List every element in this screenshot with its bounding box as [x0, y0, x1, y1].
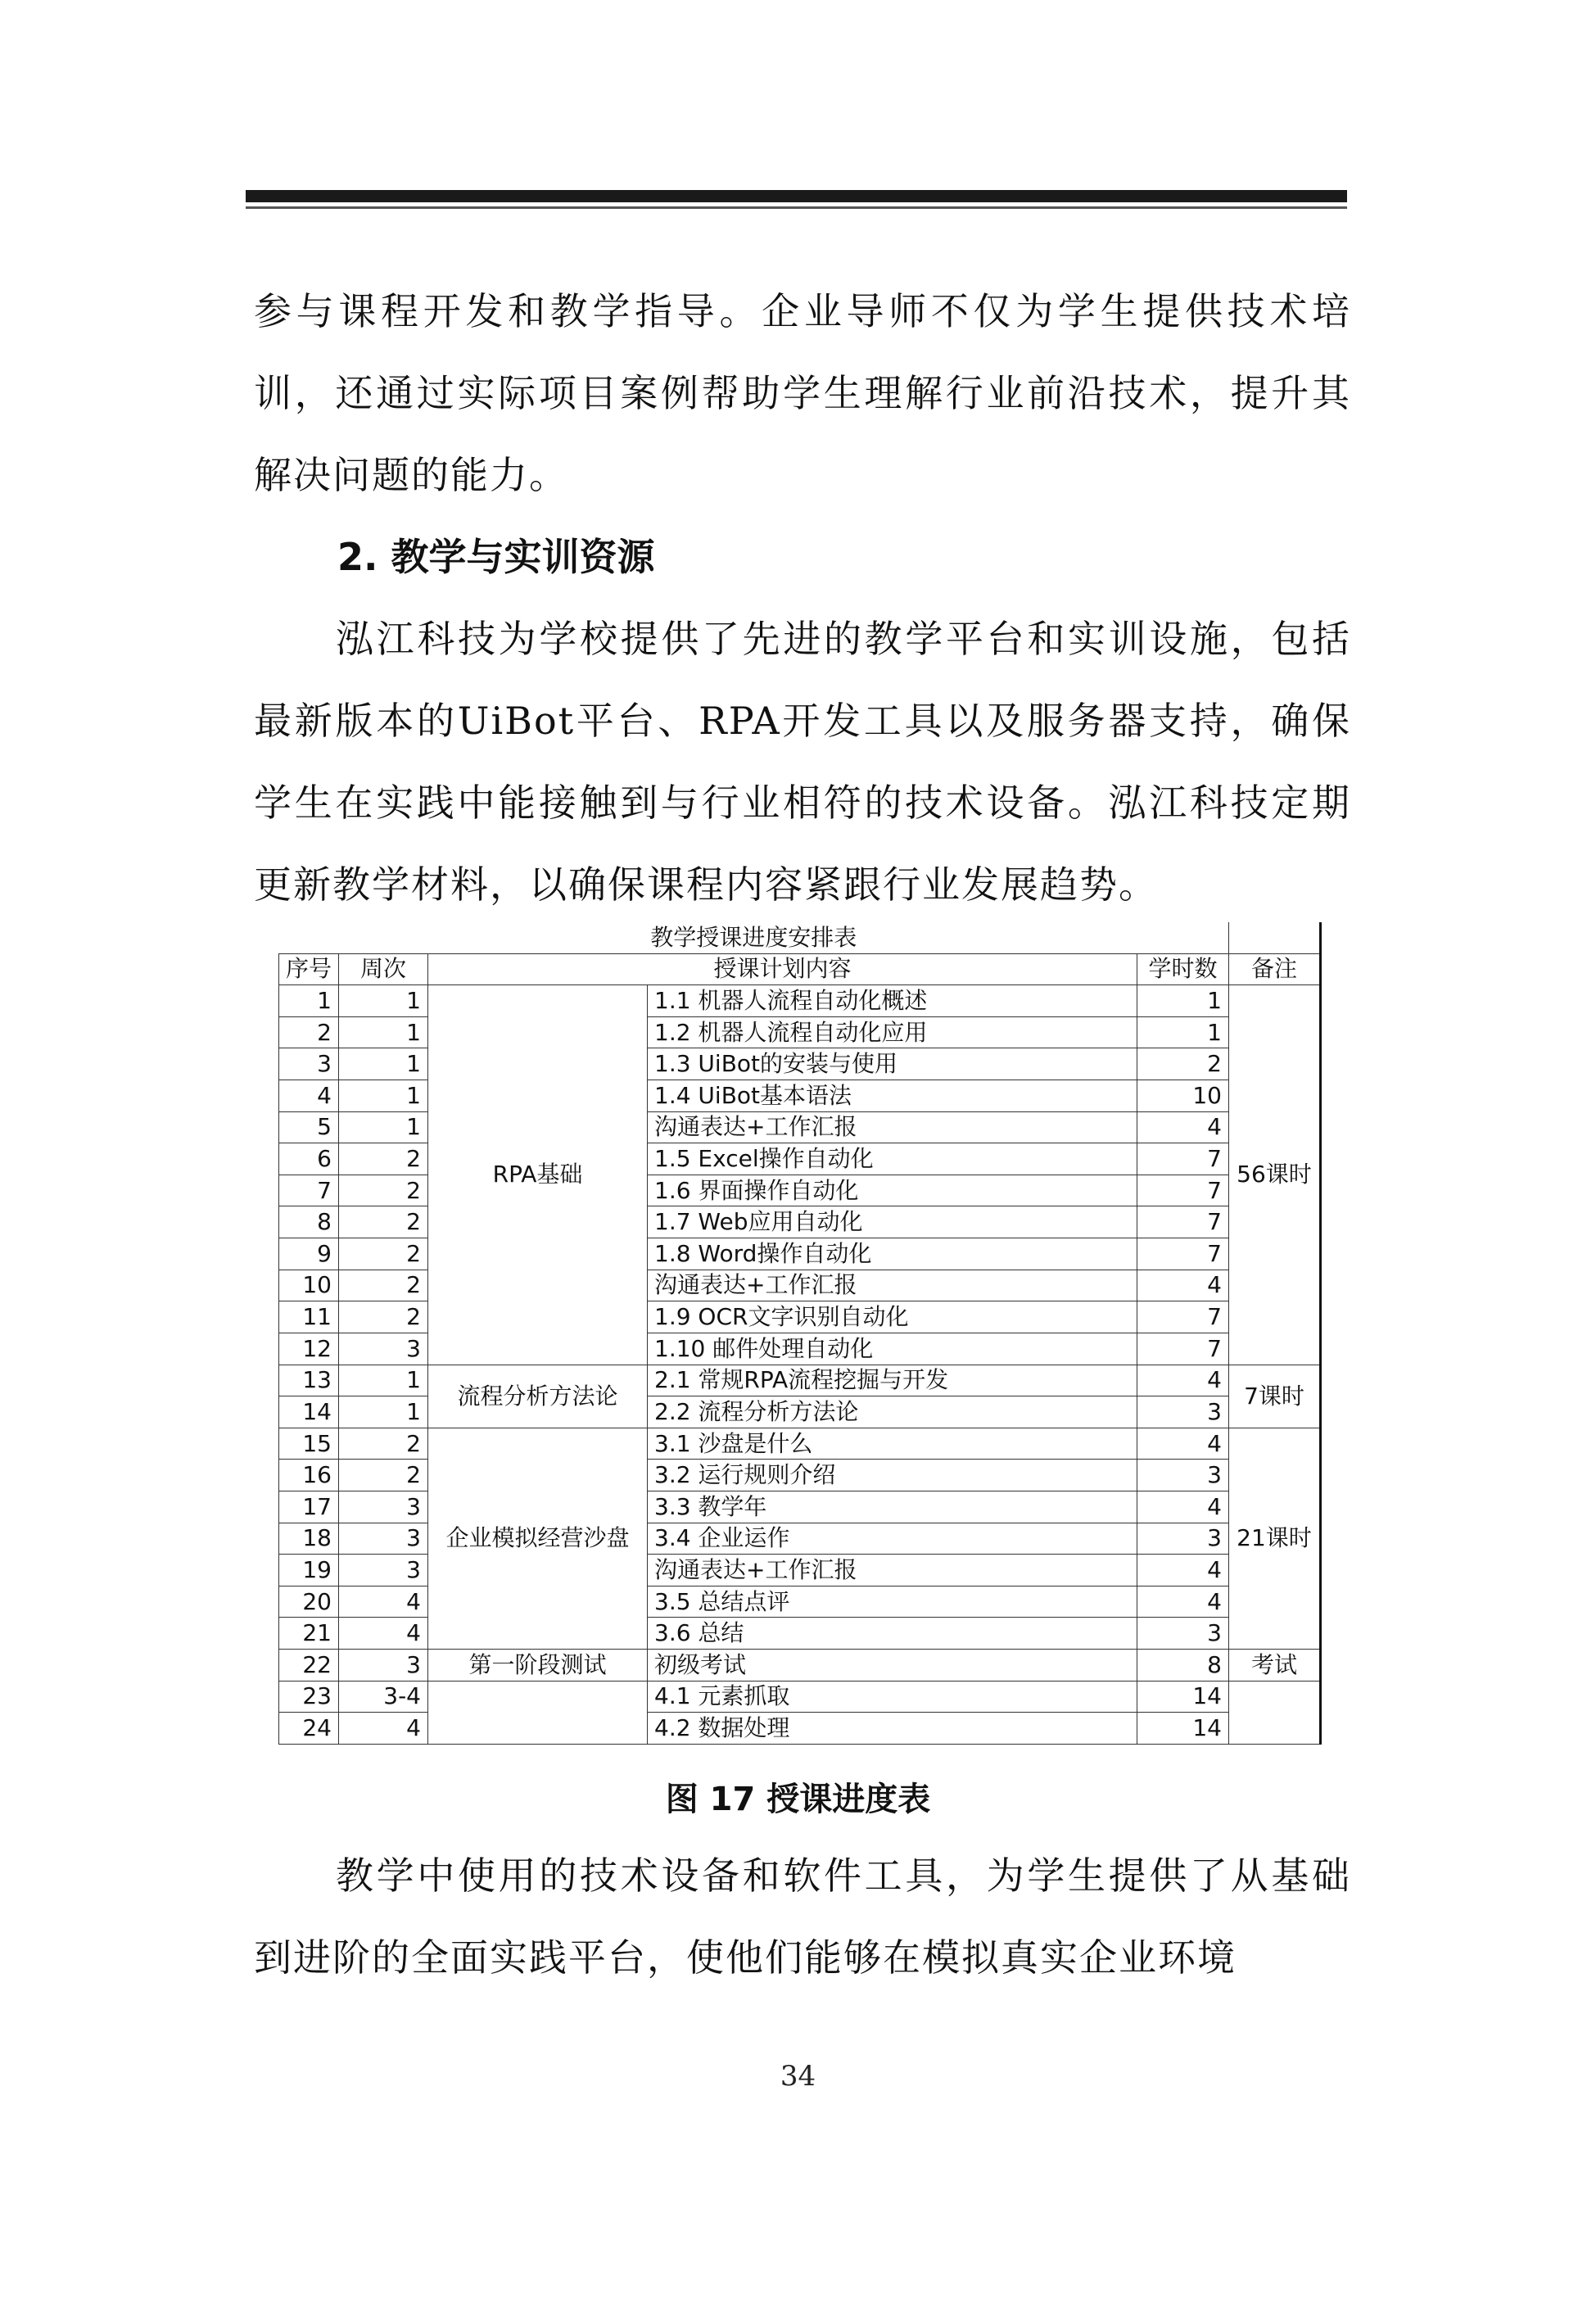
table-title: 教学授课进度安排表: [279, 922, 1229, 953]
hours-cell: 3: [1137, 1396, 1229, 1428]
row-number-cell: 9: [279, 1238, 339, 1270]
week-cell: 3-4: [339, 1681, 428, 1713]
paragraph-3: 教学中使用的技术设备和软件工具，为学生提供了从基础到进阶的全面实践平台，使他们能够在模拟真实企业环境: [254, 1854, 1351, 1980]
row-number-cell: 12: [279, 1333, 339, 1365]
content-cell: 3.1 沙盘是什么: [648, 1428, 1137, 1460]
module-cell: RPA基础: [428, 985, 648, 1365]
hours-cell: 10: [1137, 1080, 1229, 1112]
hours-cell: 7: [1137, 1206, 1229, 1238]
hours-cell: 4: [1137, 1586, 1229, 1618]
content-cell: 4.1 元素抓取: [648, 1681, 1137, 1713]
hours-cell: 4: [1137, 1270, 1229, 1301]
week-cell: 1: [339, 1048, 428, 1080]
remark-cell: 7课时: [1229, 1365, 1321, 1428]
row-number-cell: 19: [279, 1555, 339, 1586]
header-rule: [246, 190, 1347, 202]
week-cell: 3: [339, 1491, 428, 1523]
week-cell: 4: [339, 1618, 428, 1650]
header-content: 授课计划内容: [428, 953, 1137, 985]
week-cell: 2: [339, 1460, 428, 1491]
header-hours: 学时数: [1137, 953, 1229, 985]
row-number-cell: 10: [279, 1270, 339, 1301]
week-cell: 2: [339, 1301, 428, 1333]
content-cell: 1.10 邮件处理自动化: [648, 1333, 1137, 1365]
table-row: [279, 985, 1321, 1017]
table-row: [279, 1428, 1321, 1460]
row-number-cell: 7: [279, 1175, 339, 1206]
content-cell: 1.6 界面操作自动化: [648, 1175, 1137, 1206]
row-number-cell: 24: [279, 1713, 339, 1745]
week-cell: 1: [339, 985, 428, 1017]
row-number-cell: 1: [279, 985, 339, 1017]
row-number-cell: 4: [279, 1080, 339, 1112]
row-number-cell: 8: [279, 1206, 339, 1238]
content-cell: 1.3 UiBot的安装与使用: [648, 1048, 1137, 1080]
week-cell: 4: [339, 1713, 428, 1745]
hours-cell: 7: [1137, 1143, 1229, 1175]
hours-cell: 14: [1137, 1713, 1229, 1745]
header-rule-thin: [246, 206, 1347, 209]
hours-cell: 14: [1137, 1681, 1229, 1713]
week-cell: 1: [339, 1111, 428, 1143]
content-cell: 1.9 OCR文字识别自动化: [648, 1301, 1137, 1333]
row-number-cell: 22: [279, 1650, 339, 1682]
table-row: [279, 1681, 1321, 1713]
row-number-cell: 15: [279, 1428, 339, 1460]
content-cell: 3.2 运行规则介绍: [648, 1460, 1137, 1491]
remark-cell: 21课时: [1229, 1428, 1321, 1649]
content-cell: 1.2 机器人流程自动化应用: [648, 1016, 1137, 1048]
week-cell: 1: [339, 1365, 428, 1396]
content-cell: 沟通表达+工作汇报: [648, 1555, 1137, 1586]
content-cell: 1.4 UiBot基本语法: [648, 1080, 1137, 1112]
hours-cell: 8: [1137, 1650, 1229, 1682]
content-cell: 1.7 Web应用自动化: [648, 1206, 1137, 1238]
schedule-table-figure: [278, 922, 1320, 1745]
module-cell: 企业模拟经营沙盘: [428, 1428, 648, 1649]
week-cell: 3: [339, 1650, 428, 1682]
module-cell: [428, 1681, 648, 1744]
week-cell: 3: [339, 1523, 428, 1555]
row-number-cell: 20: [279, 1586, 339, 1618]
row-number-cell: 13: [279, 1365, 339, 1396]
week-cell: 1: [339, 1016, 428, 1048]
row-number-cell: 2: [279, 1016, 339, 1048]
hours-cell: 1: [1137, 985, 1229, 1017]
remark-cell: 考试: [1229, 1650, 1321, 1682]
header-week: 周次: [339, 953, 428, 985]
week-cell: 2: [339, 1428, 428, 1460]
week-cell: 1: [339, 1396, 428, 1428]
module-cell: 第一阶段测试: [428, 1650, 648, 1682]
remark-cell: 56课时: [1229, 985, 1321, 1365]
content-cell: 3.5 总结点评: [648, 1586, 1137, 1618]
hours-cell: 7: [1137, 1175, 1229, 1206]
week-cell: 2: [339, 1143, 428, 1175]
header-no: 序号: [279, 953, 339, 985]
content-cell: 沟通表达+工作汇报: [648, 1111, 1137, 1143]
remark-cell: [1229, 1681, 1321, 1744]
content-cell: 4.2 数据处理: [648, 1713, 1137, 1745]
section-heading: 2. 教学与实训资源: [337, 535, 655, 579]
row-number-cell: 17: [279, 1491, 339, 1523]
hours-cell: 7: [1137, 1301, 1229, 1333]
paragraph-1: 参与课程开发和教学指导。企业导师不仅为学生提供技术培训，还通过实际项目案例帮助学生理解行业前沿技术，提升其解决问题的能力。: [254, 289, 1351, 497]
hours-cell: 2: [1137, 1048, 1229, 1080]
row-number-cell: 3: [279, 1048, 339, 1080]
row-number-cell: 23: [279, 1681, 339, 1713]
table-row: [279, 1365, 1321, 1396]
content-cell: 2.1 常规RPA流程挖掘与开发: [648, 1365, 1137, 1396]
figure-caption: 图 17 授课进度表: [665, 1781, 931, 1818]
hours-cell: 1: [1137, 1016, 1229, 1048]
content-cell: 1.1 机器人流程自动化概述: [648, 985, 1137, 1017]
paragraph-2: 泓江科技为学校提供了先进的教学平台和实训设施，包括最新版本的UiBot平台、RPA开发工具以及服务器支持，确保学生在实践中能接触到与行业相符的技术设备。泓江科技定期更新教学材料，以确保课程内容紧跟行业发展趋势。: [254, 617, 1351, 907]
week-cell: 3: [339, 1333, 428, 1365]
row-number-cell: 16: [279, 1460, 339, 1491]
hours-cell: 4: [1137, 1428, 1229, 1460]
row-number-cell: 11: [279, 1301, 339, 1333]
content-cell: 2.2 流程分析方法论: [648, 1396, 1137, 1428]
hours-cell: 4: [1137, 1491, 1229, 1523]
header-remark: 备注: [1229, 953, 1321, 985]
hours-cell: 4: [1137, 1555, 1229, 1586]
content-cell: 3.6 总结: [648, 1618, 1137, 1650]
row-number-cell: 6: [279, 1143, 339, 1175]
table-row: [279, 1650, 1321, 1682]
page-number: 34: [780, 2060, 816, 2093]
content-cell: 1.5 Excel操作自动化: [648, 1143, 1137, 1175]
schedule-table: [278, 922, 1322, 1745]
week-cell: 3: [339, 1555, 428, 1586]
content-cell: 初级考试: [648, 1650, 1137, 1682]
hours-cell: 7: [1137, 1333, 1229, 1365]
row-number-cell: 5: [279, 1111, 339, 1143]
row-number-cell: 18: [279, 1523, 339, 1555]
content-cell: 3.4 企业运作: [648, 1523, 1137, 1555]
row-number-cell: 14: [279, 1396, 339, 1428]
hours-cell: 4: [1137, 1365, 1229, 1396]
hours-cell: 7: [1137, 1238, 1229, 1270]
module-cell: 流程分析方法论: [428, 1365, 648, 1428]
content-cell: 沟通表达+工作汇报: [648, 1270, 1137, 1301]
week-cell: 2: [339, 1175, 428, 1206]
hours-cell: 3: [1137, 1523, 1229, 1555]
row-number-cell: 21: [279, 1618, 339, 1650]
week-cell: 2: [339, 1238, 428, 1270]
content-cell: 1.8 Word操作自动化: [648, 1238, 1137, 1270]
hours-cell: 3: [1137, 1460, 1229, 1491]
week-cell: 2: [339, 1206, 428, 1238]
content-cell: 3.3 教学年: [648, 1491, 1137, 1523]
week-cell: 1: [339, 1080, 428, 1112]
week-cell: 4: [339, 1586, 428, 1618]
hours-cell: 3: [1137, 1618, 1229, 1650]
week-cell: 2: [339, 1270, 428, 1301]
hours-cell: 4: [1137, 1111, 1229, 1143]
